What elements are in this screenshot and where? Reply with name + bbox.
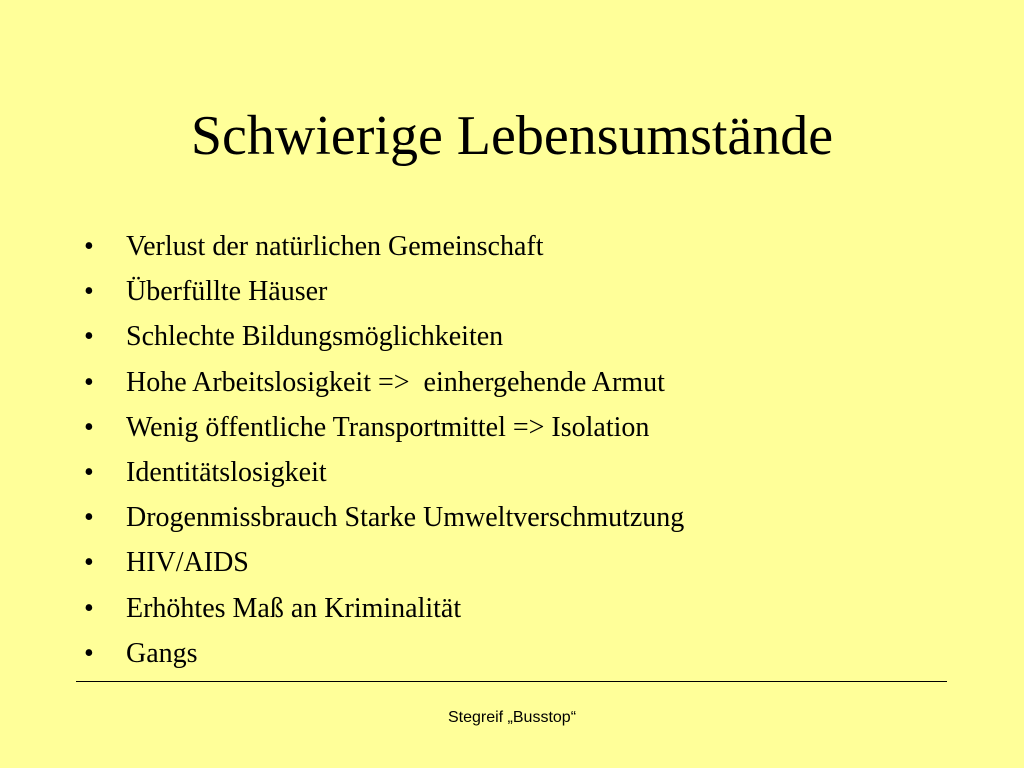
bullet-list: [84, 224, 684, 676]
bullet-text: Überfüllte Häuser: [126, 276, 328, 308]
bullet-icon: •: [84, 321, 94, 353]
bullet-item: [84, 314, 684, 359]
bullet-item: [84, 495, 684, 540]
bullet-text: Schlechte Bildungsmöglichkeiten: [126, 321, 504, 353]
bullet-text: Gangs: [126, 637, 198, 669]
bullet-item: [84, 631, 684, 676]
bullet-item: [84, 224, 684, 269]
bullet-item: [84, 405, 684, 450]
bullet-item: [84, 586, 684, 631]
bullet-item: [84, 540, 684, 585]
bullet-text: HIV/AIDS: [126, 547, 249, 579]
bullet-icon: •: [84, 366, 94, 398]
bullet-icon: •: [84, 231, 94, 262]
bullet-item: [84, 269, 684, 314]
slide-footer: Stegreif „Busstop“: [447, 709, 577, 726]
bullet-item: [84, 450, 684, 495]
bullet-text: Drogenmissbrauch Starke Umweltverschmutzung: [126, 502, 685, 534]
bullet-text: Identitätslosigkeit: [126, 456, 327, 488]
bullet-text: Wenig öffentliche Transportmittel => Isolation: [126, 411, 650, 443]
bullet-icon: •: [84, 592, 94, 624]
slide-title: Schwierige Lebensumstände: [190, 105, 834, 167]
bullet-icon: •: [84, 502, 94, 534]
bullet-icon: •: [84, 411, 94, 443]
bullet-text: Erhöhtes Maß an Kriminalität: [126, 592, 462, 624]
bullet-icon: •: [84, 637, 94, 669]
bullet-icon: •: [84, 547, 94, 579]
footer-divider: [76, 681, 947, 682]
bullet-item: [84, 360, 684, 405]
bullet-text: Verlust der natürlichen Gemeinschaft: [126, 231, 544, 262]
bullet-text: Hohe Arbeitslosigkeit => einhergehende Armut: [126, 366, 665, 398]
bullet-icon: •: [84, 456, 94, 488]
bullet-icon: •: [84, 276, 94, 308]
